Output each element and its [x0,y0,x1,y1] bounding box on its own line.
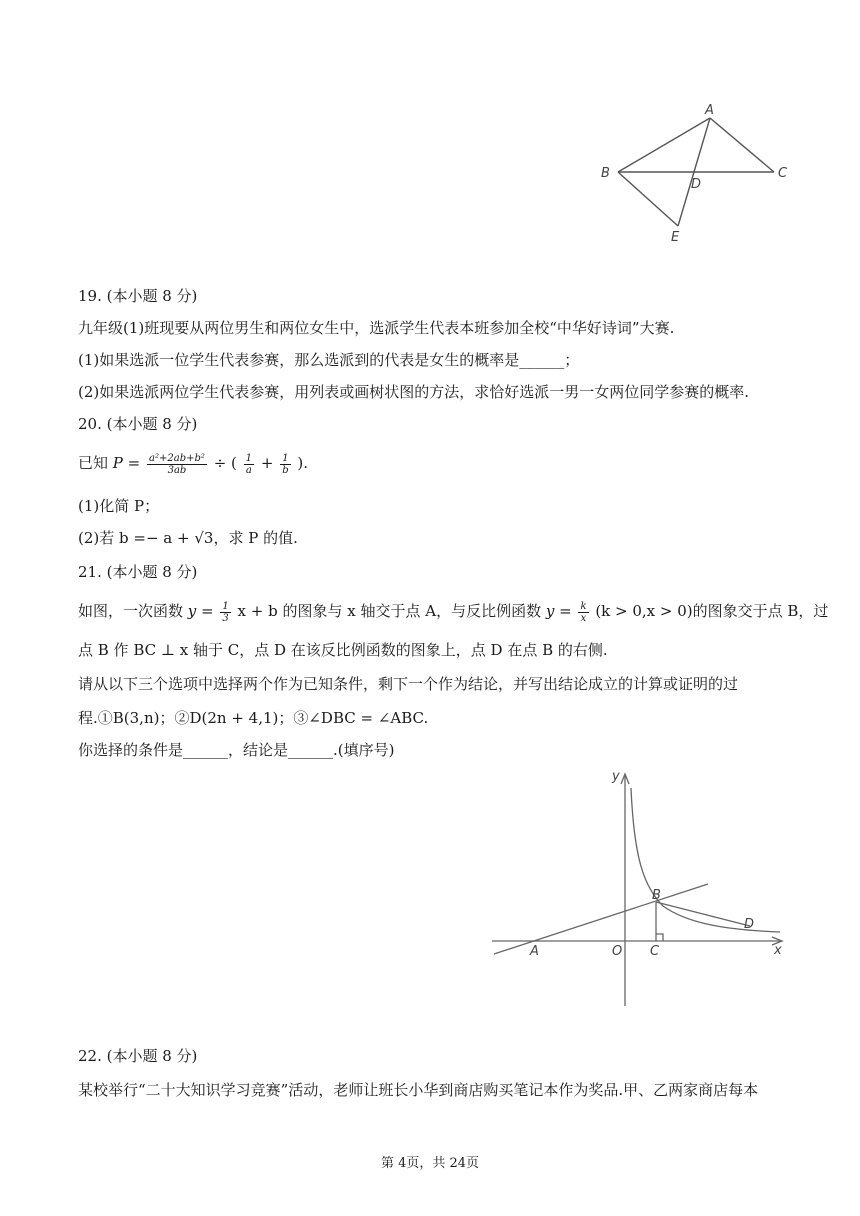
label-o: O [612,944,623,959]
hyperbola-curve [631,788,780,932]
segment-ac [710,118,774,172]
q20-part2: (2)若 b =− a + √3，求 P 的值. [78,529,298,547]
slope-den: 3 [222,612,229,624]
q21-line4: 程.①B(3,n)；②D(2n + 4,1)；③∠DBC = ∠ABC. [78,709,429,727]
q21-k-fraction [578,601,588,624]
segment-be [618,172,678,226]
label-a: A [705,103,714,118]
q21-slope-fraction [220,601,230,624]
q19-header: 19. (本小题 8 分) [78,287,198,305]
label-b: B [601,166,610,181]
q22-line1: 某校举行“二十大知识学习竞赛”活动，老师让班长小华到商店购买笔记本作为奖品.甲、乙两家商店每本 [78,1081,759,1099]
q21-line5: 你选择的条件是______，结论是______.(填序号) [78,741,395,759]
k-num: k [580,600,587,612]
label-d: D [744,917,755,932]
q19-intro: 九年级(1)班现要从两位男生和两位女生中，选派学生代表本班参加全校“中华好诗词”大赛. [78,319,675,337]
fraction-1-den: 3ab [167,464,187,476]
label-d: D [691,177,702,192]
label-b: B [652,888,661,903]
q21-header: 21. (本小题 8 分) [78,563,198,581]
fraction-3 [280,453,290,476]
fraction-2-num: 1 [245,452,253,464]
var-p: P [112,454,123,472]
label-x: x [774,943,782,958]
right-angle-mark [656,934,663,941]
q21-line1 [78,596,828,626]
close-paren: ). [297,454,308,472]
q19-part2: (2)如果选派两位学生代表参赛，用列表或画树状图的方法，求恰好选派一男一女两位同学参赛的概率. [78,383,750,401]
k-den: x [580,612,587,624]
equals-sign: = [127,454,141,472]
fraction-2-den: a [245,464,252,476]
fraction-3-num: 1 [280,453,290,465]
q21-l1-y2: y = [545,602,572,620]
fraction-3-den: b [282,464,289,476]
q21-l1-a: 如图，一次函数 [78,602,184,620]
q20-header: 20. (本小题 8 分) [78,415,198,433]
given-prefix: 已知 [78,454,109,472]
fraction-2 [244,453,254,476]
function-graph-figure [488,766,788,1010]
q20-given [78,448,308,478]
label-c: C [778,166,788,181]
q21-line2: 点 B 作 BC ⊥ x 轴于 C，点 D 在该反比例函数的图象上，点 D 在点 B 的右侧. [78,641,608,659]
linear-function-line [494,884,708,954]
label-e: E [671,230,680,245]
label-y: y [612,769,620,784]
segment-bd [656,902,750,926]
label-c: C [650,944,660,959]
page-footer: 第 4页，共 24页 [380,1156,480,1171]
slope-num: 1 [222,600,229,612]
q21-line3: 请从以下三个选项中选择两个作为已知条件，剩下一个作为结论，并写出结论成立的计算或证明的过 [78,675,739,693]
q22-header: 22. (本小题 8 分) [78,1047,198,1065]
q21-l1-y: y = [187,602,214,620]
q21-l1-b: x + b 的图象与 x 轴交于点 A，与反比例函数 [237,602,542,620]
fraction-1-num: a²+2ab+b² [149,452,205,464]
q21-l1-c: (k > 0,x > 0)的图象交于点 B，过 [595,602,829,620]
q19-part1: (1)如果选派一位学生代表参赛，那么选派到的代表是女生的概率是______； [78,351,580,369]
plus-sign: + [260,454,274,472]
triangle-figure [590,98,800,248]
divide-sign: ÷ ( [213,454,237,472]
q20-part1: (1)化简 P； [78,497,160,515]
fraction-1 [147,453,207,476]
label-a: A [530,944,539,959]
